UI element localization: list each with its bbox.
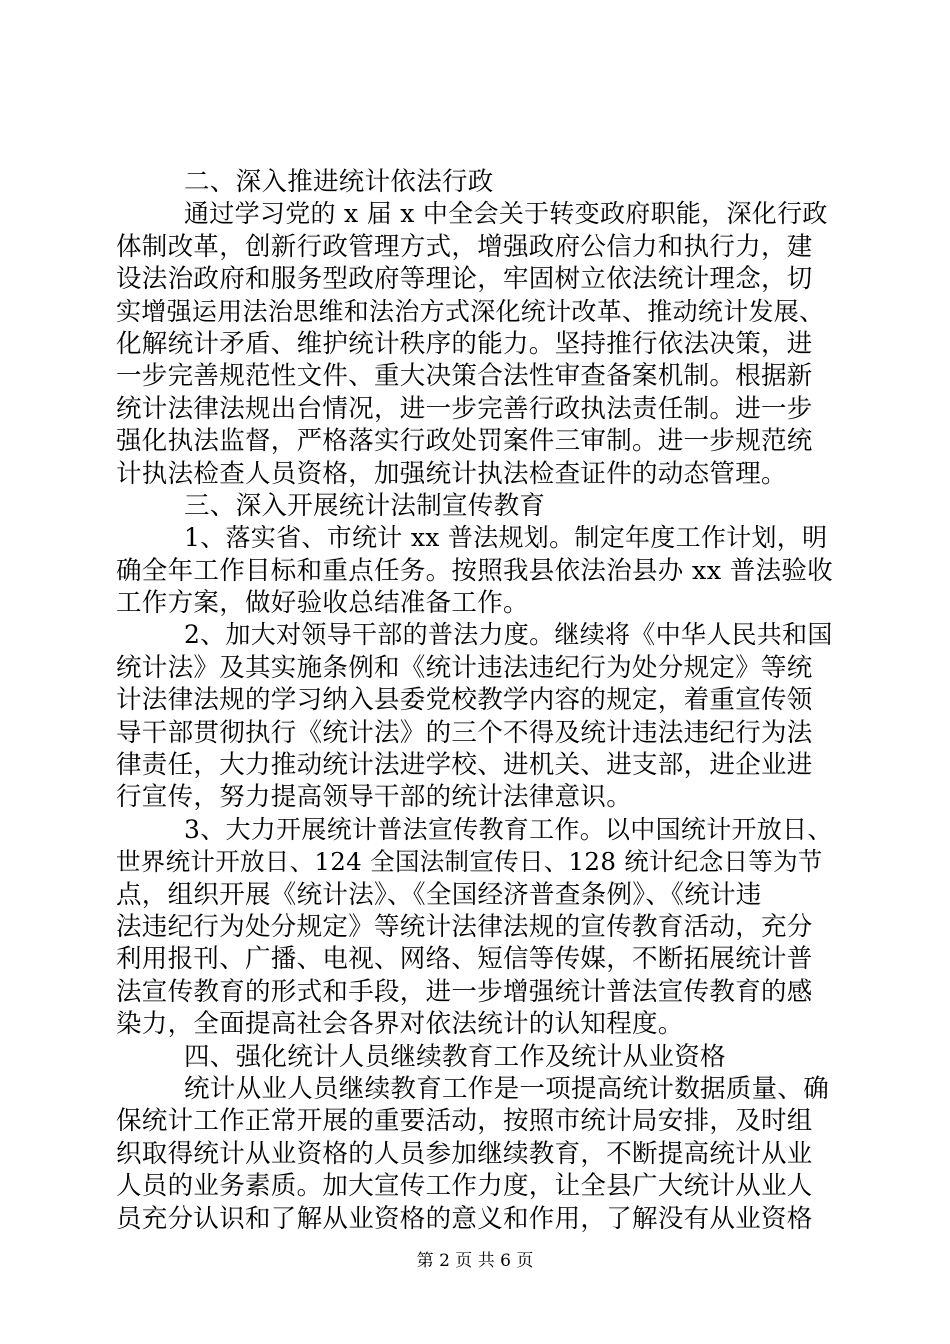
text-line: 体制改革，创新行政管理方式，增强政府公信力和执行力，建 bbox=[116, 231, 813, 262]
text-line: 法宣传教育的形式和手段，进一步增强统计普法宣传教育的感 bbox=[116, 976, 813, 1007]
text-line: 计法律法规的学习纳入县委党校教学内容的规定，着重宣传领 bbox=[116, 685, 813, 716]
text-line: 3、大力开展统计普法宣传教育工作。以中国统计开放日、 bbox=[184, 814, 833, 844]
text-line: 律责任，大力推动统计法进学校、进机关、进支部，进企业进 bbox=[116, 750, 813, 781]
text-line: 四、强化统计人员继续教育工作及统计从业资格 bbox=[184, 1041, 726, 1072]
text-line: 世界统计开放日、124 全国法制宣传日、128 统计纪念日等为节 bbox=[116, 847, 823, 877]
text-line: 法违纪行为处分规定》等统计法律法规的宣传教育活动，充分 bbox=[116, 911, 813, 942]
text-line: 利用报刊、广播、电视、网络、短信等传媒，不断拓展统计普 bbox=[116, 944, 813, 975]
text-line: 织取得统计从业资格的人员参加继续教育，不断提高统计从业 bbox=[116, 1138, 813, 1169]
text-line: 统计从业人员继续教育工作是一项提高统计数据质量、确 bbox=[184, 1073, 830, 1104]
text-line: 染力，全面提高社会各界对依法统计的认知程度。 bbox=[116, 1009, 684, 1040]
text-line: 三、深入开展统计法制宣传教育 bbox=[184, 490, 546, 521]
text-line: 化解统计矛盾、维护统计秩序的能力。坚持推行依法决策，进 bbox=[116, 328, 813, 359]
text-line: 工作方案，做好验收总结准备工作。 bbox=[116, 588, 529, 619]
text-line: 实增强运用法治思维和法治方式深化统计改革、推动统计发展、 bbox=[116, 296, 825, 326]
text-line: 导干部贯彻执行《统计法》的三个不得及统计违法违纪行为法 bbox=[116, 717, 813, 748]
page-footer: 第 2 页 共 6 页 bbox=[416, 1251, 534, 1271]
text-line: 通过学习党的 x 届 x 中全会关于转变政府职能，深化行政 bbox=[184, 199, 828, 229]
text-line: 人员的业务素质。加大宣传工作力度，让全县广大统计从业人 bbox=[116, 1171, 813, 1202]
text-line: 二、深入推进统计依法行政 bbox=[184, 167, 494, 197]
text-line: 员充分认识和了解从业资格的意义和作用，了解没有从业资格 bbox=[116, 1203, 813, 1234]
text-line: 计执法检查人员资格，加强统计执法检查证件的动态管理。 bbox=[116, 458, 787, 489]
document-body bbox=[116, 166, 836, 1235]
text-line: 保统计工作正常开展的重要活动，按照市统计局安排，及时组 bbox=[116, 1106, 813, 1137]
text-line: 2、加大对领导干部的普法力度。继续将《中华人民共和国 bbox=[184, 620, 833, 650]
text-line: 1、落实省、市统计 xx 普法规划。制定年度工作计划，明 bbox=[184, 523, 828, 553]
text-line: 行宣传，努力提高领导干部的统计法律意识。 bbox=[116, 782, 633, 813]
text-line: 确全年工作目标和重点任务。按照我县依法治县办 xx 普法验收 bbox=[116, 555, 833, 586]
text-line: 一步完善规范性文件、重大决策合法性审查备案机制。根据新 bbox=[116, 361, 813, 392]
text-line: 点，组织开展《统计法》、《全国经济普查条例》、《统计违 bbox=[116, 879, 762, 910]
text-line: 设法治政府和服务型政府等理论，牢固树立依法统计理念，切 bbox=[116, 264, 813, 295]
text-line: 统计法律法规出台情况，进一步完善行政执法责任制。进一步 bbox=[116, 393, 813, 424]
text-line: 强化执法监督，严格落实行政处罚案件三审制。进一步规范统 bbox=[116, 426, 813, 457]
text-line: 统计法》及其实施条例和《统计违法违纪行为处分规定》等统 bbox=[116, 652, 813, 683]
